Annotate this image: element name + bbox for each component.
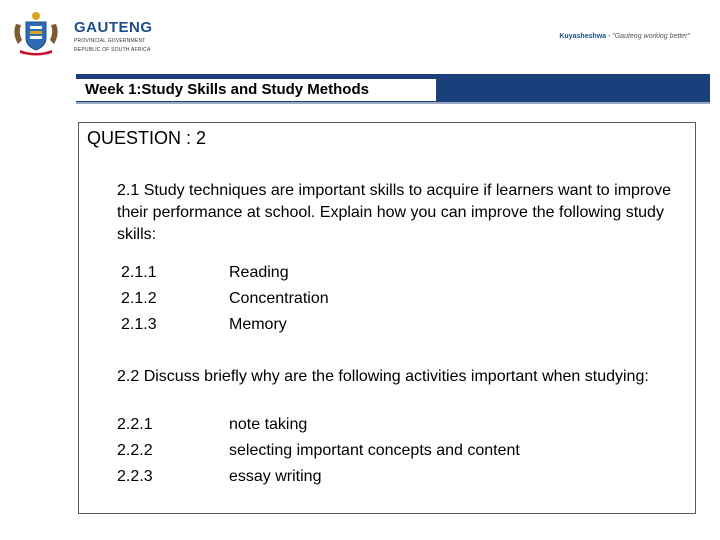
item-2-1-1-text: Reading <box>229 264 289 281</box>
page-title: Week 1:Study Skills and Study Methods <box>76 79 436 101</box>
item-2-2-2-number: 2.2.2 <box>117 442 153 459</box>
item-2-1-3-text: Memory <box>229 316 287 333</box>
item-2-2-1-number: 2.2.1 <box>117 416 153 433</box>
tagline <box>559 33 690 40</box>
item-2-1-2-text: Concentration <box>229 290 329 307</box>
question-box <box>78 122 696 514</box>
coat-of-arms-icon <box>10 10 62 56</box>
item-2-2-1-text: note taking <box>229 416 308 433</box>
gauteng-logo-text <box>74 20 153 53</box>
item-2-2-3-number: 2.2.3 <box>117 468 153 485</box>
title-bar <box>76 74 710 104</box>
logo-sub-line-2: REPUBLIC OF SOUTH AFRICA <box>74 47 151 53</box>
item-2-1-1-number: 2.1.1 <box>121 264 157 281</box>
logo-sub-line-1: PROVINCIAL GOVERNMENT <box>74 38 146 44</box>
item-2-1-2-number: 2.1.2 <box>121 290 157 307</box>
item-2-2-3-text: essay writing <box>229 468 322 485</box>
question-heading: QUESTION : 2 <box>87 128 207 148</box>
item-2-1-3-number: 2.1.3 <box>121 316 157 333</box>
item-2-2-2-text: selecting important concepts and content <box>229 442 520 459</box>
question-2-2-text: 2.2 Discuss briefly why are the following activities important when studying: <box>117 368 649 385</box>
tagline-brand: Kuyasheshwa <box>559 33 607 40</box>
tagline-quote: - "Gauteng working better" <box>606 33 690 40</box>
page-header <box>0 0 720 62</box>
question-2-1-text: 2.1 Study techniques are important skills to acquire if learners want to improve their performance at school. Explain how you can improve the following study skills: <box>117 182 672 243</box>
logo-name: GAUTENG <box>74 19 153 36</box>
